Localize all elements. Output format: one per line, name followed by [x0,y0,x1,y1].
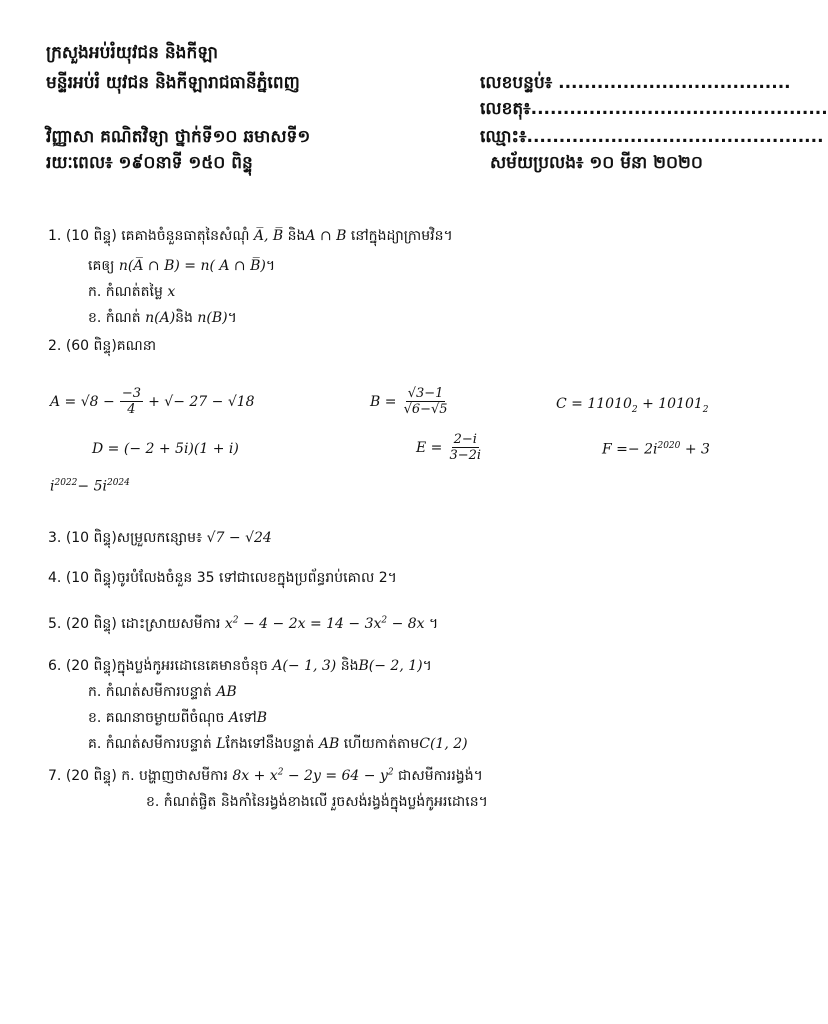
seat-number-field: លេខតុ៖.............................................. [480,99,828,119]
question-points: (20 ពិន្ទុ) [65,616,117,632]
question-text: គេគាងចំនួនធាតុនៃសំណុំ [121,228,250,244]
question-text: និង [287,228,306,244]
question-7 [48,766,483,787]
question-1 [48,226,453,247]
math-term: x [224,616,233,632]
duration-text: រយៈពេល៖ ១៩០នាទី ១៥០ ពិន្ទុ [46,153,253,173]
math-expression: C = 11010 [556,396,632,412]
superscript: 2 [381,615,388,626]
expression-d: D = (− 2 + 5i)(1 + i) [92,441,239,457]
question-text: ក្នុងប្លង់កូអរដោនេគេមានចំនុច [116,658,268,674]
math-expression: AB [216,684,237,700]
math-expression: n(A) [145,310,176,326]
question-text: ទៅ [238,710,257,726]
superscript: 2 [387,767,394,778]
question-text: ចូរបំលែងចំនួន 35 ទៅជាលេខក្នុងប្រព័ន្ធរាប់គោល 2។ [116,570,397,586]
math-expression: A(− 1, 3) [272,658,337,674]
math-term: − 4 − 2x = 14 − 3x [238,616,382,632]
ministry-title: ក្រសួងអប់រំយុវជន និងកីឡា [46,43,219,63]
math-expression: AB [318,736,340,752]
question-text: សម្រួលកន្សោម៖ [116,530,203,546]
exam-room-field: លេខបន្ទប់៖ .................................... [480,73,791,93]
math-expression: B [256,710,268,726]
subquestion-text: ក. បង្ហាញថាសមីការ [121,768,228,784]
math-expression: n(B) [197,310,228,326]
math-expression: C(1, 2) [419,736,468,752]
question-text: នៅក្នុងដ្យាក្រាមវិន។ [350,228,453,244]
question-number: 1. [48,228,62,244]
expression-e [416,432,483,463]
math-expression: + 3 [680,441,710,458]
expression-f [602,441,710,458]
question-text: គណនា [116,338,157,354]
math-expression: + 10101 [637,396,703,412]
question-6c [88,734,468,755]
question-points: (20 ពិន្ទុ) [65,768,117,784]
question-6b [88,708,267,729]
question-3 [48,528,272,549]
question-1b [88,308,237,329]
subquestion-text: ក. កំណត់តម្លៃ [88,284,163,300]
math-expression: A [228,710,239,726]
question-text: ដោះស្រាយសមីការ [121,616,221,632]
given-label: គេឲ្យ [88,258,115,274]
question-points: (60 ពិន្ទុ) [65,338,117,354]
question-text: និង [340,658,359,674]
punctuation: ។ [265,258,276,274]
fraction [448,432,484,463]
punctuation: ។ [429,616,439,632]
math-expression: A = √8 − [50,394,115,410]
question-points: (10 ពិន្ទុ) [65,228,117,244]
subquestion-text: ខ. កំណត់ [88,310,141,326]
question-text: និង [175,310,193,326]
question-6 [48,656,432,677]
math-expression: A̅, B̅ [253,228,284,244]
question-number: 5. [48,616,62,632]
exam-date-text: សម័យប្រលង៖ ១០ មីនា ២០២០ [490,153,703,173]
fraction-denominator: 4 [127,402,136,417]
expression-b [370,386,450,417]
question-number: 6. [48,658,62,674]
math-expression [232,768,393,784]
punctuation: ។ [422,658,432,674]
subscript: 2 [702,404,709,415]
math-term: − 2y = 64 − y [283,768,388,784]
question-1a [88,282,175,303]
question-number: 4. [48,570,62,586]
subquestion-text: ខ. គណនាចម្ងាយពីចំណុច [88,710,225,726]
question-1-given [88,256,275,277]
question-2 [48,336,156,357]
question-points: (10 ពិន្ទុ) [65,530,117,546]
question-points: (20 ពិន្ទុ) [65,658,117,674]
superscript: 2 [277,767,284,778]
fraction-numerator: 2−i [453,432,477,447]
math-expression: i [50,478,55,495]
fraction [402,386,450,417]
math-expression: E = [416,440,443,456]
superscript: 2024 [106,478,130,488]
question-text: ជាសមីការរង្វង់។ [398,768,483,784]
question-6a [88,682,237,703]
fraction-denominator: 3−2i [449,448,482,463]
question-points: (10 ពិន្ទុ) [65,570,117,586]
fraction [120,386,143,417]
math-expression: x [167,284,176,300]
superscript: 2022 [54,478,78,488]
math-expression: B(− 2, 1) [358,658,423,674]
math-expression: A ∩ B [305,228,347,244]
question-number: 7. [48,768,62,784]
department-title: មន្ទីរអប់រំ យុវជន និងកីឡារាជធានីភ្នំពេញ [46,73,300,93]
superscript: 2020 [657,441,681,451]
math-expression [225,616,425,632]
question-7b: ខ. កំណត់ផ្ចិត និងកាំនៃរង្វង់ខាងលើ រួចសង់រង្វង់ក្នុងប្លង់កូអរដោនេ។ [146,794,488,810]
question-text: កែងទៅនឹងបន្ទាត់ [225,736,315,752]
math-expression: B = [370,394,397,410]
math-expression: F =− 2i [602,441,658,458]
math-expression: L [216,736,226,752]
superscript: 2 [232,615,239,626]
math-expression: √7 − √24 [206,530,272,546]
fraction-denominator: √6−√5 [403,402,448,417]
question-4 [48,568,397,589]
subquestion-text: ក. កំណត់សមីការបន្ទាត់ [88,684,212,700]
expression-f-continued [50,478,130,495]
punctuation: ។ [227,310,237,326]
math-expression: − 5i [77,478,107,495]
fraction-numerator: −3 [121,386,142,401]
fraction-numerator: √3−1 [407,386,444,401]
question-number: 3. [48,530,62,546]
subquestion-text: គ. កំណត់សមីការបន្ទាត់ [88,736,212,752]
expression-c [556,396,709,415]
name-field: ឈ្មោះ៖.............................................. [480,127,824,147]
question-5 [48,614,438,635]
expression-a [50,386,255,417]
math-term: − 8x [387,616,425,632]
math-term: 8x + x [232,768,278,784]
subscript: 2 [631,404,638,415]
subject-title: វិញ្ញាសា គណិតវិទ្យា ថ្នាក់ទី១០ ឆមាសទី១ [46,127,311,147]
question-text: ហើយកាត់តាម [343,736,420,752]
math-expression: n(A̅ ∩ B) = n( A ∩ B̅) [118,258,266,274]
question-number: 2. [48,338,62,354]
math-expression: + √− 27 − √18 [148,394,255,410]
